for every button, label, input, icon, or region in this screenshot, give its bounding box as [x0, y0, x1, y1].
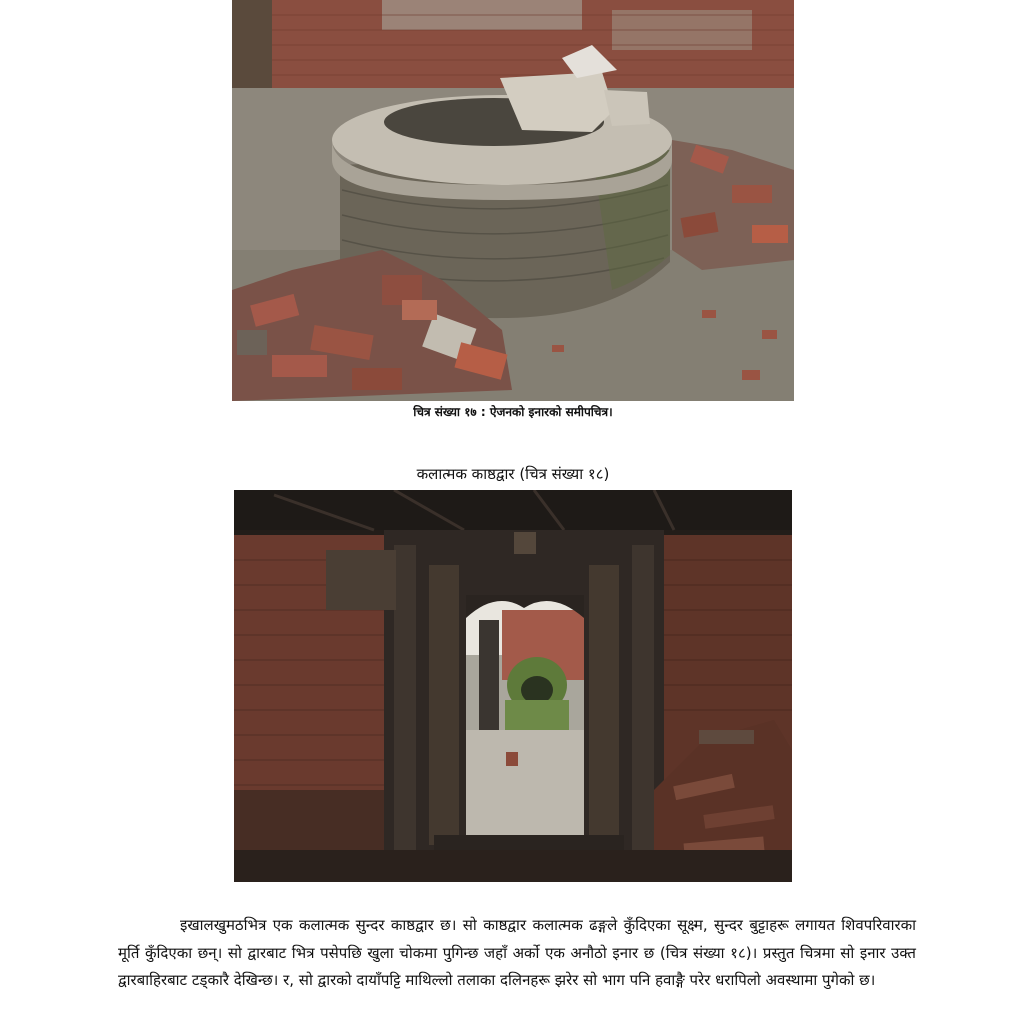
body-paragraph: इखालखुमठभित्र एक कलात्मक सुन्दर काष्ठद्वार छ। सो काष्ठद्वार कलात्मक ढङ्गले कुँदिएका सूक्ष्म, सुन्दर बुट्टाहरू लगायत शिवपरिवारका मूर्ति कुँदिएका छन्। सो द्वारबाट भित्र पसेपछि खुला चोकमा पुगिन्छ जहाँ अर्को एक अनौठो इनार छ (चित्र संख्या १८)। प्रस्तुत चित्रमा सो इनार उक्त द्वारबाहिरबाट टड्कारै देखिन्छ। र, सो द्वारको दायाँपट्टि माथिल्लो तलाका दलिनहरू झरेर सो भाग पनि हवाङ्गै परेर धरापिलो अवस्थामा पुगेको छ। [118, 916, 916, 989]
well-photo [232, 0, 794, 401]
doorway-photo-illustration [234, 490, 792, 882]
figure-17-caption: चित्र संख्या १७ : ऐजनको इनारको समीपचित्र। [413, 405, 613, 419]
section-heading: कलात्मक काष्ठद्वार (चित्र संख्या १८) [416, 465, 610, 483]
carved-strut [326, 550, 396, 610]
doorway-photo [234, 490, 792, 882]
well-photo-illustration [232, 0, 794, 401]
